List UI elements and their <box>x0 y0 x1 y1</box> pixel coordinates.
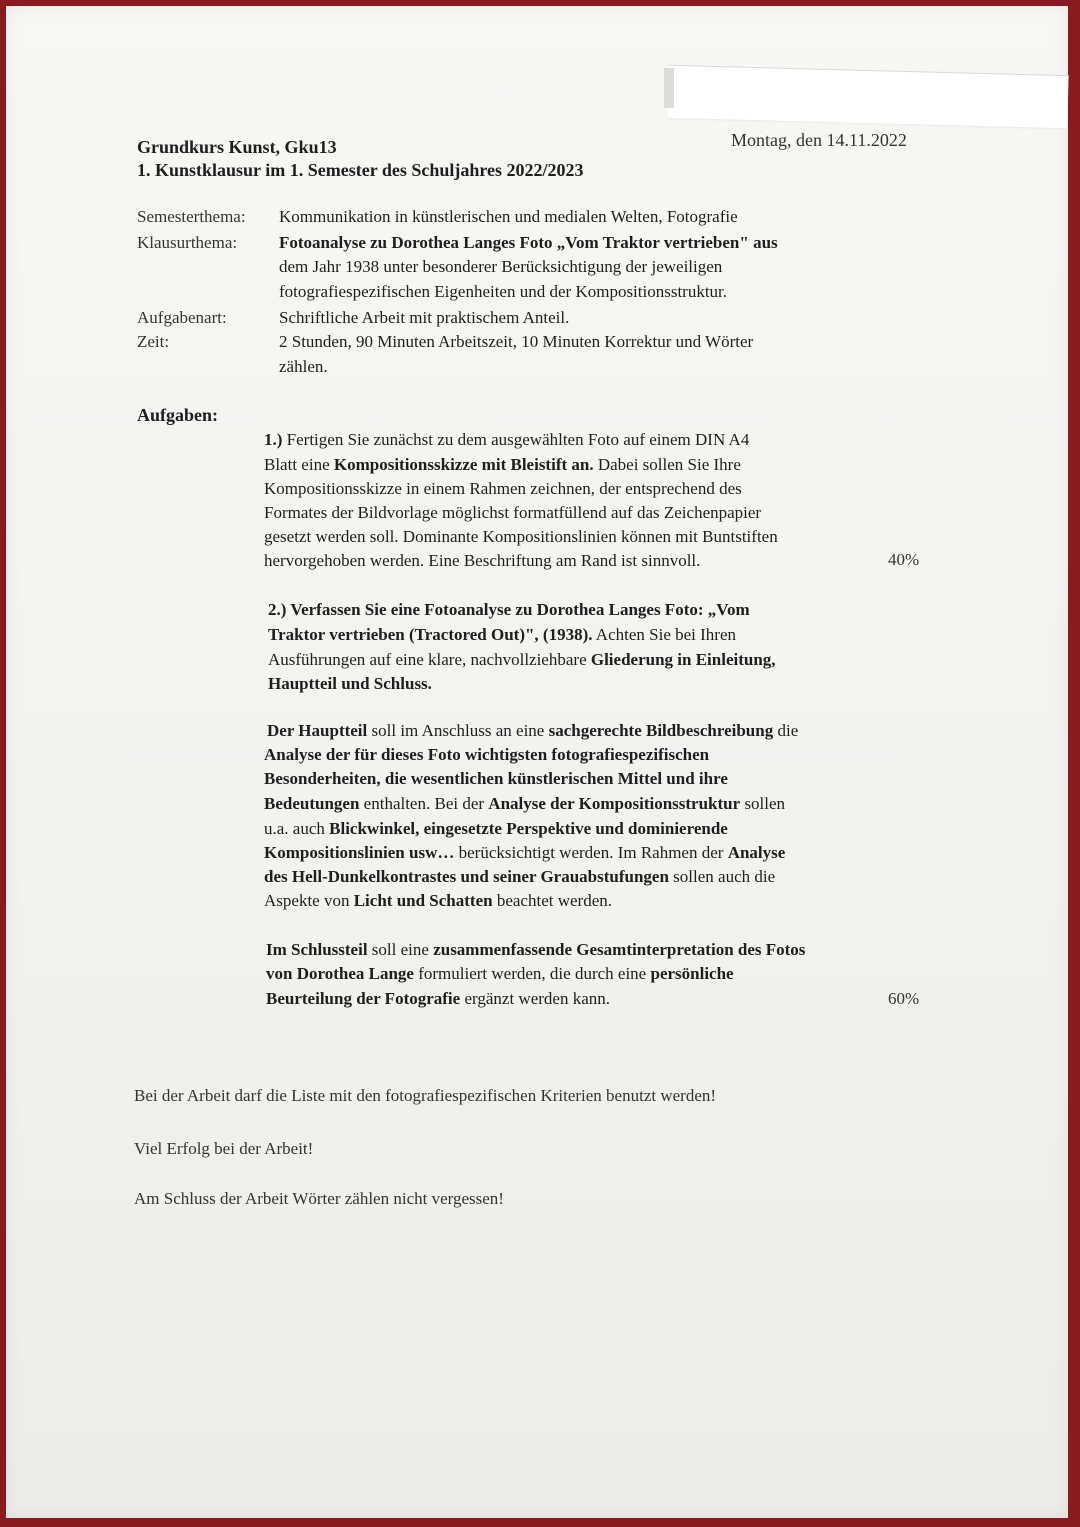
end-emphasis: persönliche <box>650 964 734 983</box>
task1-text: Dabei sollen Sie Ihre <box>593 455 741 474</box>
end-text: formuliert werden, die durch eine <box>413 964 651 983</box>
end-emphasis: von Dorothea Lange <box>266 964 414 983</box>
main-emphasis: des Hell-Dunkelkontrastes und seiner Grauabstufungen <box>264 867 669 886</box>
main-emphasis: Analyse der Kompositionsstruktur <box>488 794 741 813</box>
task1-line: hervorgehoben werden. Eine Beschriftung am Rand ist sinnvoll. <box>264 551 701 570</box>
task2-line: 2.) Verfassen Sie eine Fotoanalyse zu Dorothea Langes Foto: „Vom <box>268 600 750 619</box>
topic-label: Klausurthema: <box>137 233 238 252</box>
semester-value: Kommunikation in künstlerischen und medialen Welten, Fotografie <box>279 207 738 226</box>
end-line <box>266 941 805 958</box>
course-title: Grundkurs Kunst, Gku13 <box>137 137 337 157</box>
main-text: Aspekte von <box>264 891 354 910</box>
task2-line <box>268 626 736 643</box>
main-line: Analyse der für dieses Foto wichtigsten fotografiespezifischen <box>264 745 710 764</box>
task1-line <box>264 456 741 473</box>
main-line <box>264 795 785 812</box>
main-text: sollen <box>740 794 786 813</box>
main-emphasis: Der Hauptteil <box>267 721 368 740</box>
main-line <box>264 844 785 861</box>
tape-strip <box>667 65 1068 128</box>
end-line <box>266 990 610 1007</box>
semester-label: Semesterthema: <box>137 207 246 226</box>
main-text: enthalten. Bei der <box>359 794 489 813</box>
main-line <box>264 892 612 909</box>
main-line <box>264 868 775 885</box>
task2-text: Ausführungen auf eine klare, nachvollziehbare <box>268 650 591 669</box>
task1-number: 1.) <box>264 430 283 449</box>
main-emphasis: sachgerechte Bildbeschreibung <box>548 721 774 740</box>
main-emphasis: Licht und Schatten <box>353 891 493 910</box>
footer-note: Bei der Arbeit darf die Liste mit den fotografiespezifischen Kriterien benutzt werden! <box>134 1086 717 1105</box>
main-text: sollen auch die <box>668 867 776 886</box>
main-emphasis: Kompositionslinien usw… <box>264 843 455 862</box>
task1-line: Formates der Bildvorlage möglichst formatfüllend auf das Zeichenpapier <box>264 503 762 522</box>
main-text: u.a. auch <box>264 819 330 838</box>
main-text: beachtet werden. <box>492 891 613 910</box>
topic-line: Fotoanalyse zu Dorothea Langes Foto „Vom Traktor vertrieben" aus <box>279 233 778 252</box>
task1-emphasis: Kompositionsskizze mit Bleistift an. <box>333 455 594 474</box>
exam-date: Montag, den 14.11.2022 <box>731 130 907 150</box>
main-emphasis: Analyse <box>727 843 786 862</box>
main-emphasis: Blickwinkel, eingesetzte Perspektive und dominierende <box>329 819 728 838</box>
topic-line: dem Jahr 1938 unter besonderer Berücksichtigung der jeweiligen <box>279 257 723 276</box>
task2-line <box>268 651 776 668</box>
tasks-heading: Aufgaben: <box>137 405 219 425</box>
type-value: Schriftliche Arbeit mit praktischem Anteil. <box>279 308 570 327</box>
time-line: zählen. <box>279 357 328 376</box>
main-text: berücksichtigt werden. Im Rahmen der <box>454 843 728 862</box>
task1-line: Kompositionsskizze in einem Rahmen zeichnen, der entsprechend des <box>264 479 742 498</box>
task1-percent: 40% <box>888 550 920 569</box>
end-emphasis: Im Schlussteil <box>266 940 368 959</box>
exam-title: 1. Kunstklausur im 1. Semester des Schuljahres 2022/2023 <box>137 160 584 180</box>
end-text: soll eine <box>367 940 434 959</box>
type-label: Aufgabenart: <box>137 308 227 327</box>
main-line <box>264 820 728 837</box>
task1-line: gesetzt werden soll. Dominante Kompositionslinien können mit Buntstiften <box>264 527 778 546</box>
tape-edge <box>664 68 674 108</box>
time-line: 2 Stunden, 90 Minuten Arbeitszeit, 10 Minuten Korrektur und Wörter <box>279 332 754 351</box>
end-emphasis: Beurteilung der Fotografie <box>266 989 461 1008</box>
main-text: die <box>773 721 799 740</box>
task2-emphasis: Gliederung in Einleitung, <box>590 650 776 669</box>
end-percent: 60% <box>888 989 920 1008</box>
end-emphasis: zusammenfassende Gesamtinterpretation des Fotos <box>433 940 806 959</box>
footer-wish: Viel Erfolg bei der Arbeit! <box>134 1139 314 1158</box>
time-label: Zeit: <box>137 332 170 351</box>
end-text: ergänzt werden kann. <box>460 989 611 1008</box>
task2-line: Hauptteil und Schluss. <box>268 674 432 693</box>
task1-line <box>264 431 749 448</box>
task1-text: Blatt eine <box>264 455 334 474</box>
task2-text: Achten Sie bei Ihren <box>592 625 737 644</box>
main-line: Besonderheiten, die wesentlichen künstlerischen Mittel und ihre <box>264 769 728 788</box>
task1-text: Fertigen Sie zunächst zu dem ausgewählten Foto auf einem DIN A4 <box>282 430 750 449</box>
end-line <box>266 965 734 982</box>
main-line <box>267 722 798 739</box>
task2-emphasis: Traktor vertrieben (Tractored Out)", (1938). <box>268 625 593 644</box>
main-text: soll im Anschluss an eine <box>367 721 549 740</box>
main-emphasis: Bedeutungen <box>264 794 360 813</box>
footer-reminder: Am Schluss der Arbeit Wörter zählen nicht vergessen! <box>134 1189 504 1208</box>
topic-line: fotografiespezifischen Eigenheiten und der Kompositionsstruktur. <box>279 282 728 301</box>
